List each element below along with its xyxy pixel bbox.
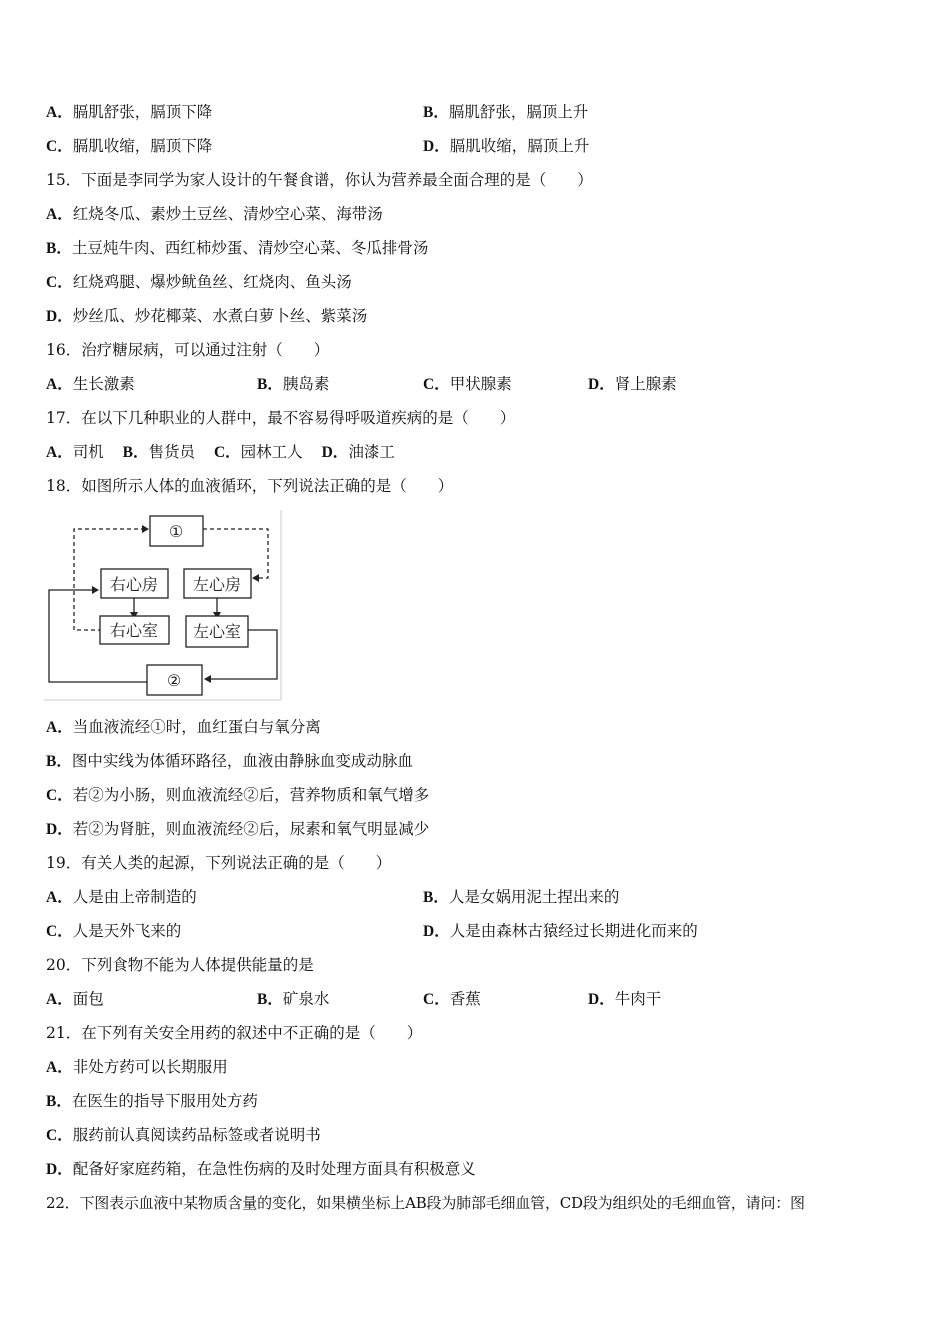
q14-option-d: D．膈肌收缩，膈顶上升 (423, 137, 590, 155)
q18-option-d: D．若②为肾脏，则血液流经②后，尿素和氧气明显减少 (46, 820, 430, 838)
q18-option-b: B．图中实线为体循环路径，血液由静脉血变成动脉血 (46, 752, 413, 770)
q15-option-c: C．红烧鸡腿、爆炒鱿鱼丝、红烧肉、鱼头汤 (46, 273, 352, 291)
blood-circulation-diagram (44, 510, 284, 702)
q21-option-b: B．在医生的指导下服用处方药 (46, 1092, 258, 1110)
q19-option-c: C．人是天外飞来的 (46, 922, 182, 940)
q14-row-cd (46, 136, 590, 157)
q17-options (46, 442, 395, 463)
q19-option-a: A．人是由上帝制造的 (46, 888, 197, 906)
right-ventricle-label: 右心室 (109, 621, 159, 640)
q21-option-c: C．服药前认真阅读药品标签或者说明书 (46, 1126, 321, 1144)
q19-row-ab (46, 887, 620, 908)
q20-option-c: C．香蕉 (423, 990, 481, 1008)
q17-option-a: A．司机 (46, 443, 104, 461)
q15-option-a: A．红烧冬瓜、素炒土豆丝、清炒空心菜、海带汤 (46, 205, 383, 223)
q17-option-b: B．售货员 (122, 443, 196, 461)
q17-option-d: D．油漆工 (321, 443, 395, 461)
q18-stem: 18．如图所示人体的血液循环，下列说法正确的是（ ） (46, 477, 454, 495)
node1-label: ① (168, 522, 184, 541)
q16-option-d: D．肾上腺素 (588, 375, 677, 393)
left-atrium-label: 左心房 (192, 575, 242, 594)
q17-option-c: C．园林工人 (213, 443, 303, 461)
node2-label: ② (166, 671, 182, 690)
q16-options (46, 374, 677, 395)
q20-option-b: B．矿泉水 (257, 990, 330, 1008)
q16-stem: 16．治疗糖尿病，可以通过注射（ ） (46, 341, 330, 359)
q20-stem: 20．下列食物不能为人体提供能量的是 (46, 956, 314, 974)
q19-option-d: D．人是由森林古猿经过长期进化而来的 (423, 922, 698, 940)
q18-option-a: A．当血液流经①时，血红蛋白与氧分离 (46, 718, 321, 736)
q15-option-b: B．土豆炖牛肉、西红柿炒蛋、清炒空心菜、冬瓜排骨汤 (46, 239, 429, 257)
right-atrium-label: 右心房 (109, 575, 159, 594)
q14-row-ab (46, 102, 589, 123)
q19-row-cd (46, 921, 698, 942)
q22-stem: 22．下图表示血液中某物质含量的变化，如果横坐标上AB段为肺部毛细血管，CD段为组织处的毛细血管，请问：图 (46, 1194, 805, 1212)
q20-option-a: A．面包 (46, 990, 104, 1008)
q16-option-a: A．生长激素 (46, 375, 135, 393)
q21-option-d: D．配备好家庭药箱，在急性伤病的及时处理方面具有积极意义 (46, 1160, 476, 1178)
q19-stem: 19．有关人类的起源，下列说法正确的是（ ） (46, 854, 392, 872)
q16-option-b: B．胰岛素 (257, 375, 330, 393)
q14-option-a: A．膈肌舒张，膈顶下降 (46, 103, 213, 121)
left-ventricle-label: 左心室 (192, 622, 242, 641)
q16-option-c: C．甲状腺素 (423, 375, 512, 393)
q14-option-b: B．膈肌舒张，膈顶上升 (423, 103, 589, 121)
q21-stem: 21．在下列有关安全用药的叙述中不正确的是（ ） (46, 1024, 423, 1042)
q20-options (46, 989, 662, 1010)
q20-option-d: D．牛肉干 (588, 990, 662, 1008)
q17-stem: 17．在以下几种职业的人群中，最不容易得呼吸道疾病的是（ ） (46, 409, 516, 427)
q15-option-d: D．炒丝瓜、炒花椰菜、水煮白萝卜丝、紫菜汤 (46, 307, 368, 325)
q14-option-c: C．膈肌收缩，膈顶下降 (46, 137, 213, 155)
q19-option-b: B．人是女娲用泥土捏出来的 (423, 888, 620, 906)
q21-option-a: A．非处方药可以长期服用 (46, 1058, 228, 1076)
q18-option-c: C．若②为小肠，则血液流经②后，营养物质和氧气增多 (46, 786, 430, 804)
q15-stem: 15．下面是李同学为家人设计的午餐食谱，你认为营养最全面合理的是（ ） (46, 171, 593, 189)
